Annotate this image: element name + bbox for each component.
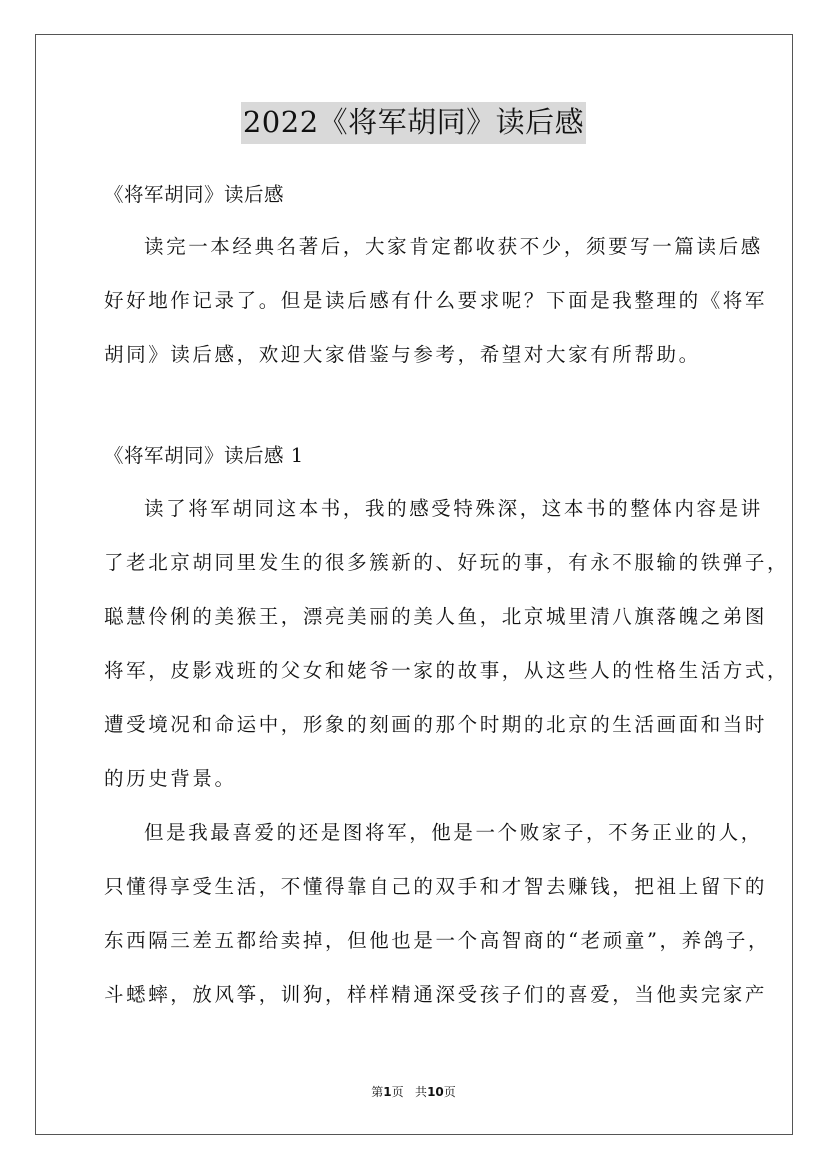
intro-paragraph — [104, 226, 768, 375]
text-line: 聪慧伶俐的美猴王，漂亮美丽的美人鱼，北京城里清八旗落魄之弟图 — [104, 605, 768, 628]
paragraph-2 — [104, 812, 771, 1015]
text-line: 读完一本经典名著后，大家肯定都收获不少，须要写一篇读后感 — [144, 235, 763, 258]
footer-total-suffix: 页 — [443, 1085, 456, 1099]
text-line: 东西隔三差五都给卖掉，但他也是一个高智商的“老顽童”，养鸽子， — [104, 929, 771, 952]
text-line: 遭受境况和命运中，形象的刻画的那个时期的北京的生活画面和当时 — [104, 713, 768, 736]
document-body — [104, 174, 790, 1015]
text-line: 将军，皮影戏班的父女和姥爷一家的故事，从这些人的性格生活方式， — [104, 659, 790, 682]
text-line: 了老北京胡同里发生的很多簇新的、好玩的事，有永不服输的铁弹子， — [104, 551, 790, 574]
text-line: 好好地作记录了。但是读后感有什么要求呢？下面是我整理的《将军 — [104, 289, 768, 312]
section-heading-intro: 《将军胡同》读后感 — [104, 183, 285, 206]
title-container — [0, 102, 827, 144]
text-line: 但是我最喜爱的还是图将军，他是一个败家子，不务正业的人， — [144, 821, 763, 844]
document-title: 2022《将军胡同》读后感 — [241, 102, 586, 144]
text-line: 斗蟋蟀，放风筝，训狗，样样精通深受孩子们的喜爱，当他卖完家产 — [104, 983, 768, 1006]
footer-page-suffix: 页 — [391, 1085, 404, 1099]
text-line: 读了将军胡同这本书，我的感受特殊深，这本书的整体内容是讲 — [144, 497, 763, 520]
page-number: 1 — [383, 1085, 392, 1099]
text-line: 只懂得享受生活，不懂得靠自己的双手和才智去赚钱，把祖上留下的 — [104, 875, 768, 898]
paragraph-1 — [104, 488, 790, 799]
section-heading-1: 《将军胡同》读后感 1 — [104, 444, 304, 467]
text-line: 胡同》读后感，欢迎大家借鉴与参考，希望对大家有所帮助。 — [104, 343, 701, 366]
footer-total-prefix: 共 — [415, 1085, 428, 1099]
text-line: 的历史背景。 — [104, 767, 237, 790]
footer-prefix: 第 — [371, 1085, 384, 1099]
total-pages: 10 — [427, 1085, 444, 1099]
page-footer — [0, 1084, 827, 1100]
